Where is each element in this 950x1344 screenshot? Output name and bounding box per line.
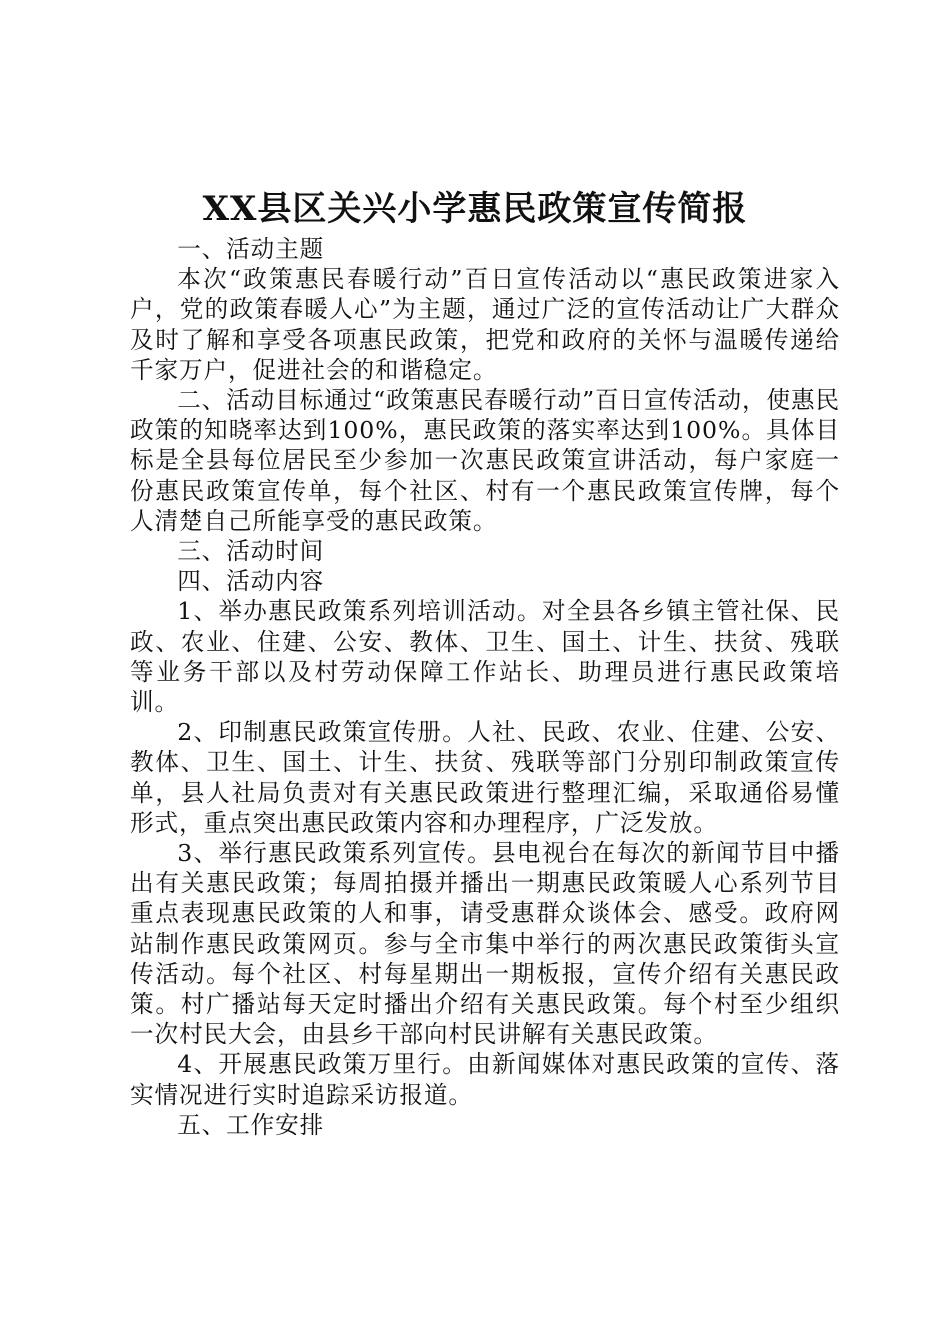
- paragraph-item-2: 2、印制惠民政策宣传册。人社、民政、农业、住建、公安、教体、卫生、国土、计生、扶贫、残联等部门分别印制政策宣传单，县人社局负责对有关惠民政策进行整理汇编，采取通俗易懂形式，重点突出惠民政策内容和办理程序，广泛发放。: [130, 718, 840, 837]
- paragraph-theme: 本次“政策惠民春暖行动”百日宣传活动以“惠民政策进家入户，党的政策春暖人心”为主题，通过广泛的宣传活动让广大群众及时了解和享受各项惠民政策，把党和政府的关怀与温暖传递给千家万户，促进社会的和谐稳定。: [130, 265, 840, 384]
- section-heading-content: 四、活动内容: [177, 567, 325, 596]
- paragraph-item-3: 3、举行惠民政策系列宣传。县电视台在每次的新闻节目中播出有关惠民政策；每周拍摄并播出一期惠民政策暖人心系列节目重点表现惠民政策的人和事，请受惠群众谈体会、感受。政府网站制作惠民政策网页。参与全市集中举行的两次惠民政策街头宣传活动。每个社区、村每星期出一期板报，宣传介绍有关惠民政策。村广播站每天定时播出介绍有关惠民政策。每个村至少组织一次村民大会，由县乡干部向村民讲解有关惠民政策。: [130, 839, 840, 1049]
- section-heading-time: 三、活动时间: [177, 537, 325, 566]
- paragraph-item-1: 1、举办惠民政策系列培训活动。对全县各乡镇主管社保、民政、农业、住建、公安、教体、卫生、国土、计生、扶贫、残联等业务干部以及村劳动保障工作站长、助理员进行惠民政策培训。: [130, 597, 840, 717]
- document-title: XX县区关兴小学惠民政策宣传简报: [202, 189, 748, 229]
- section-heading-arrangement: 五、工作安排: [177, 1110, 325, 1139]
- paragraph-goals: 二、活动目标通过“政策惠民春暖行动”百日宣传活动，使惠民政策的知晓率达到100%，惠民政策的落实率达到100%。具体目标是全县每位居民至少参加一次惠民政策宣讲活动，每户家庭一份惠民政策宣传单，每个社区、村有一个惠民政策宣传牌，每个人清楚自己所能享受的惠民政策。: [130, 386, 840, 535]
- section-heading-theme: 一、活动主题: [177, 235, 325, 263]
- document-body: [130, 234, 840, 1140]
- paragraph-item-4: 4、开展惠民政策万里行。由新闻媒体对惠民政策的宣传、落实情况进行实时追踪采访报道。: [130, 1050, 840, 1109]
